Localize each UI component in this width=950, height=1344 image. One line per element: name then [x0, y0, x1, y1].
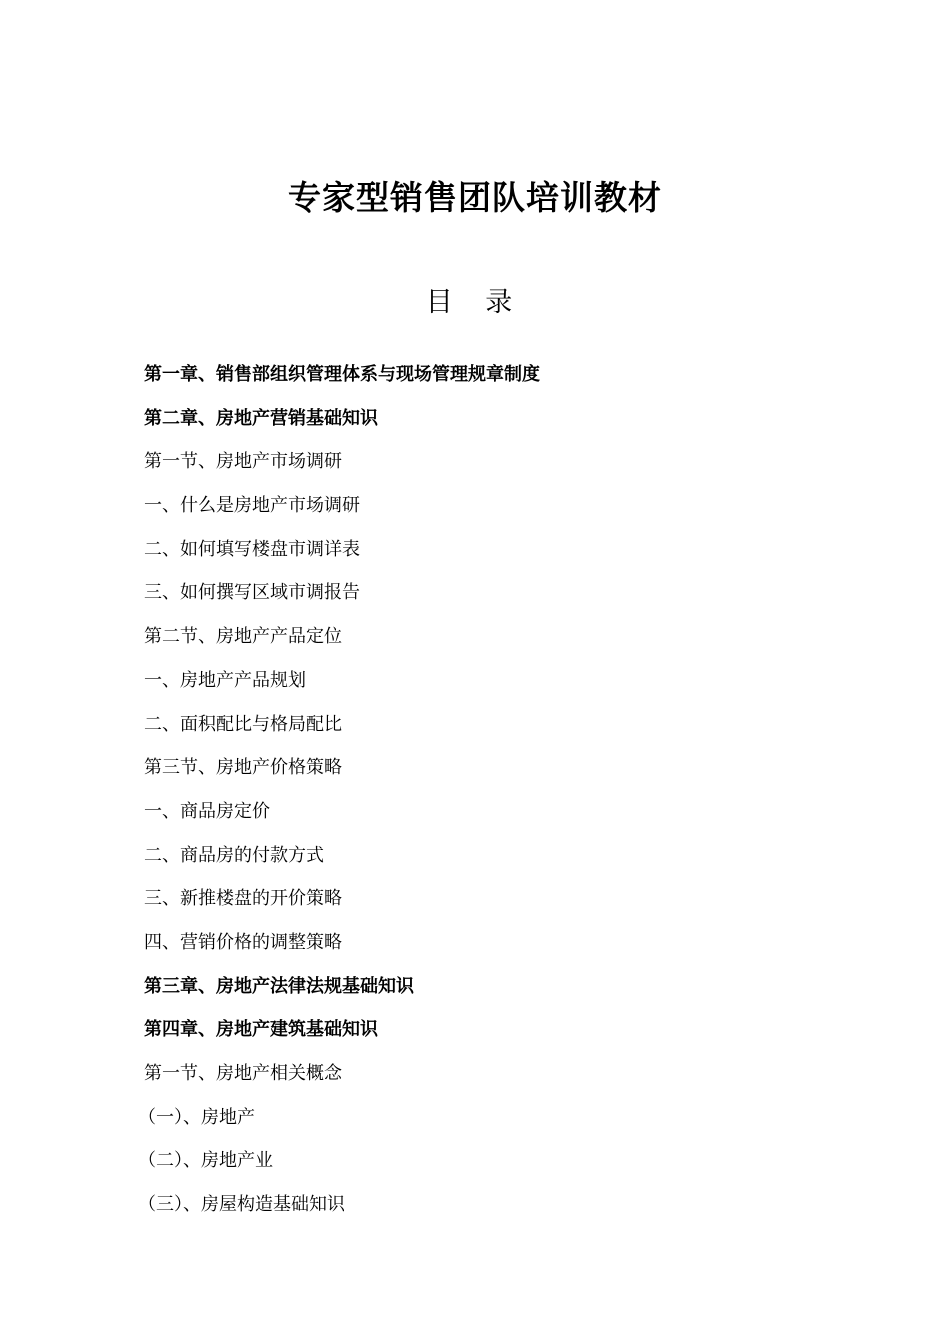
toc-item: 一、什么是房地产市场调研 — [144, 495, 360, 517]
toc-item: 一、商品房定价 — [144, 800, 270, 822]
toc-item: 二、面积配比与格局配比 — [144, 713, 342, 735]
toc-item: 二、商品房的付款方式 — [144, 844, 324, 866]
toc-item: 第二章、房地产营销基础知识 — [144, 407, 378, 429]
document-title: 专家型销售团队培训教材 — [288, 178, 662, 217]
toc-list — [138, 360, 540, 1234]
toc-item: 第一节、房地产相关概念 — [144, 1063, 342, 1084]
toc-item: 第一节、房地产市场调研 — [144, 451, 342, 473]
toc-item: 三、新推楼盘的开价策略 — [144, 888, 342, 910]
toc-item: （三）、房屋构造基础知识 — [138, 1194, 345, 1216]
toc-item: 第二节、房地产产品定位 — [144, 626, 342, 648]
toc-item: 第四章、房地产建筑基础知识 — [144, 1019, 378, 1041]
toc-item: （一）、房地产 — [138, 1106, 255, 1128]
toc-item: 第三章、房地产法律法规基础知识 — [144, 975, 414, 997]
toc-item: 三、如何撰写区域市调报告 — [144, 582, 360, 604]
toc-item: 一、房地产产品规划 — [144, 669, 306, 691]
toc-item: 第三节、房地产价格策略 — [144, 757, 342, 779]
toc-item: 二、如何填写楼盘市调详表 — [144, 538, 360, 560]
toc-item: 四、营销价格的调整策略 — [144, 931, 342, 953]
toc-item: 第一章、销售部组织管理体系与现场管理规章制度 — [144, 364, 540, 385]
toc-item: （二）、房地产业 — [138, 1150, 273, 1172]
toc-heading: 目 录 — [425, 287, 525, 318]
